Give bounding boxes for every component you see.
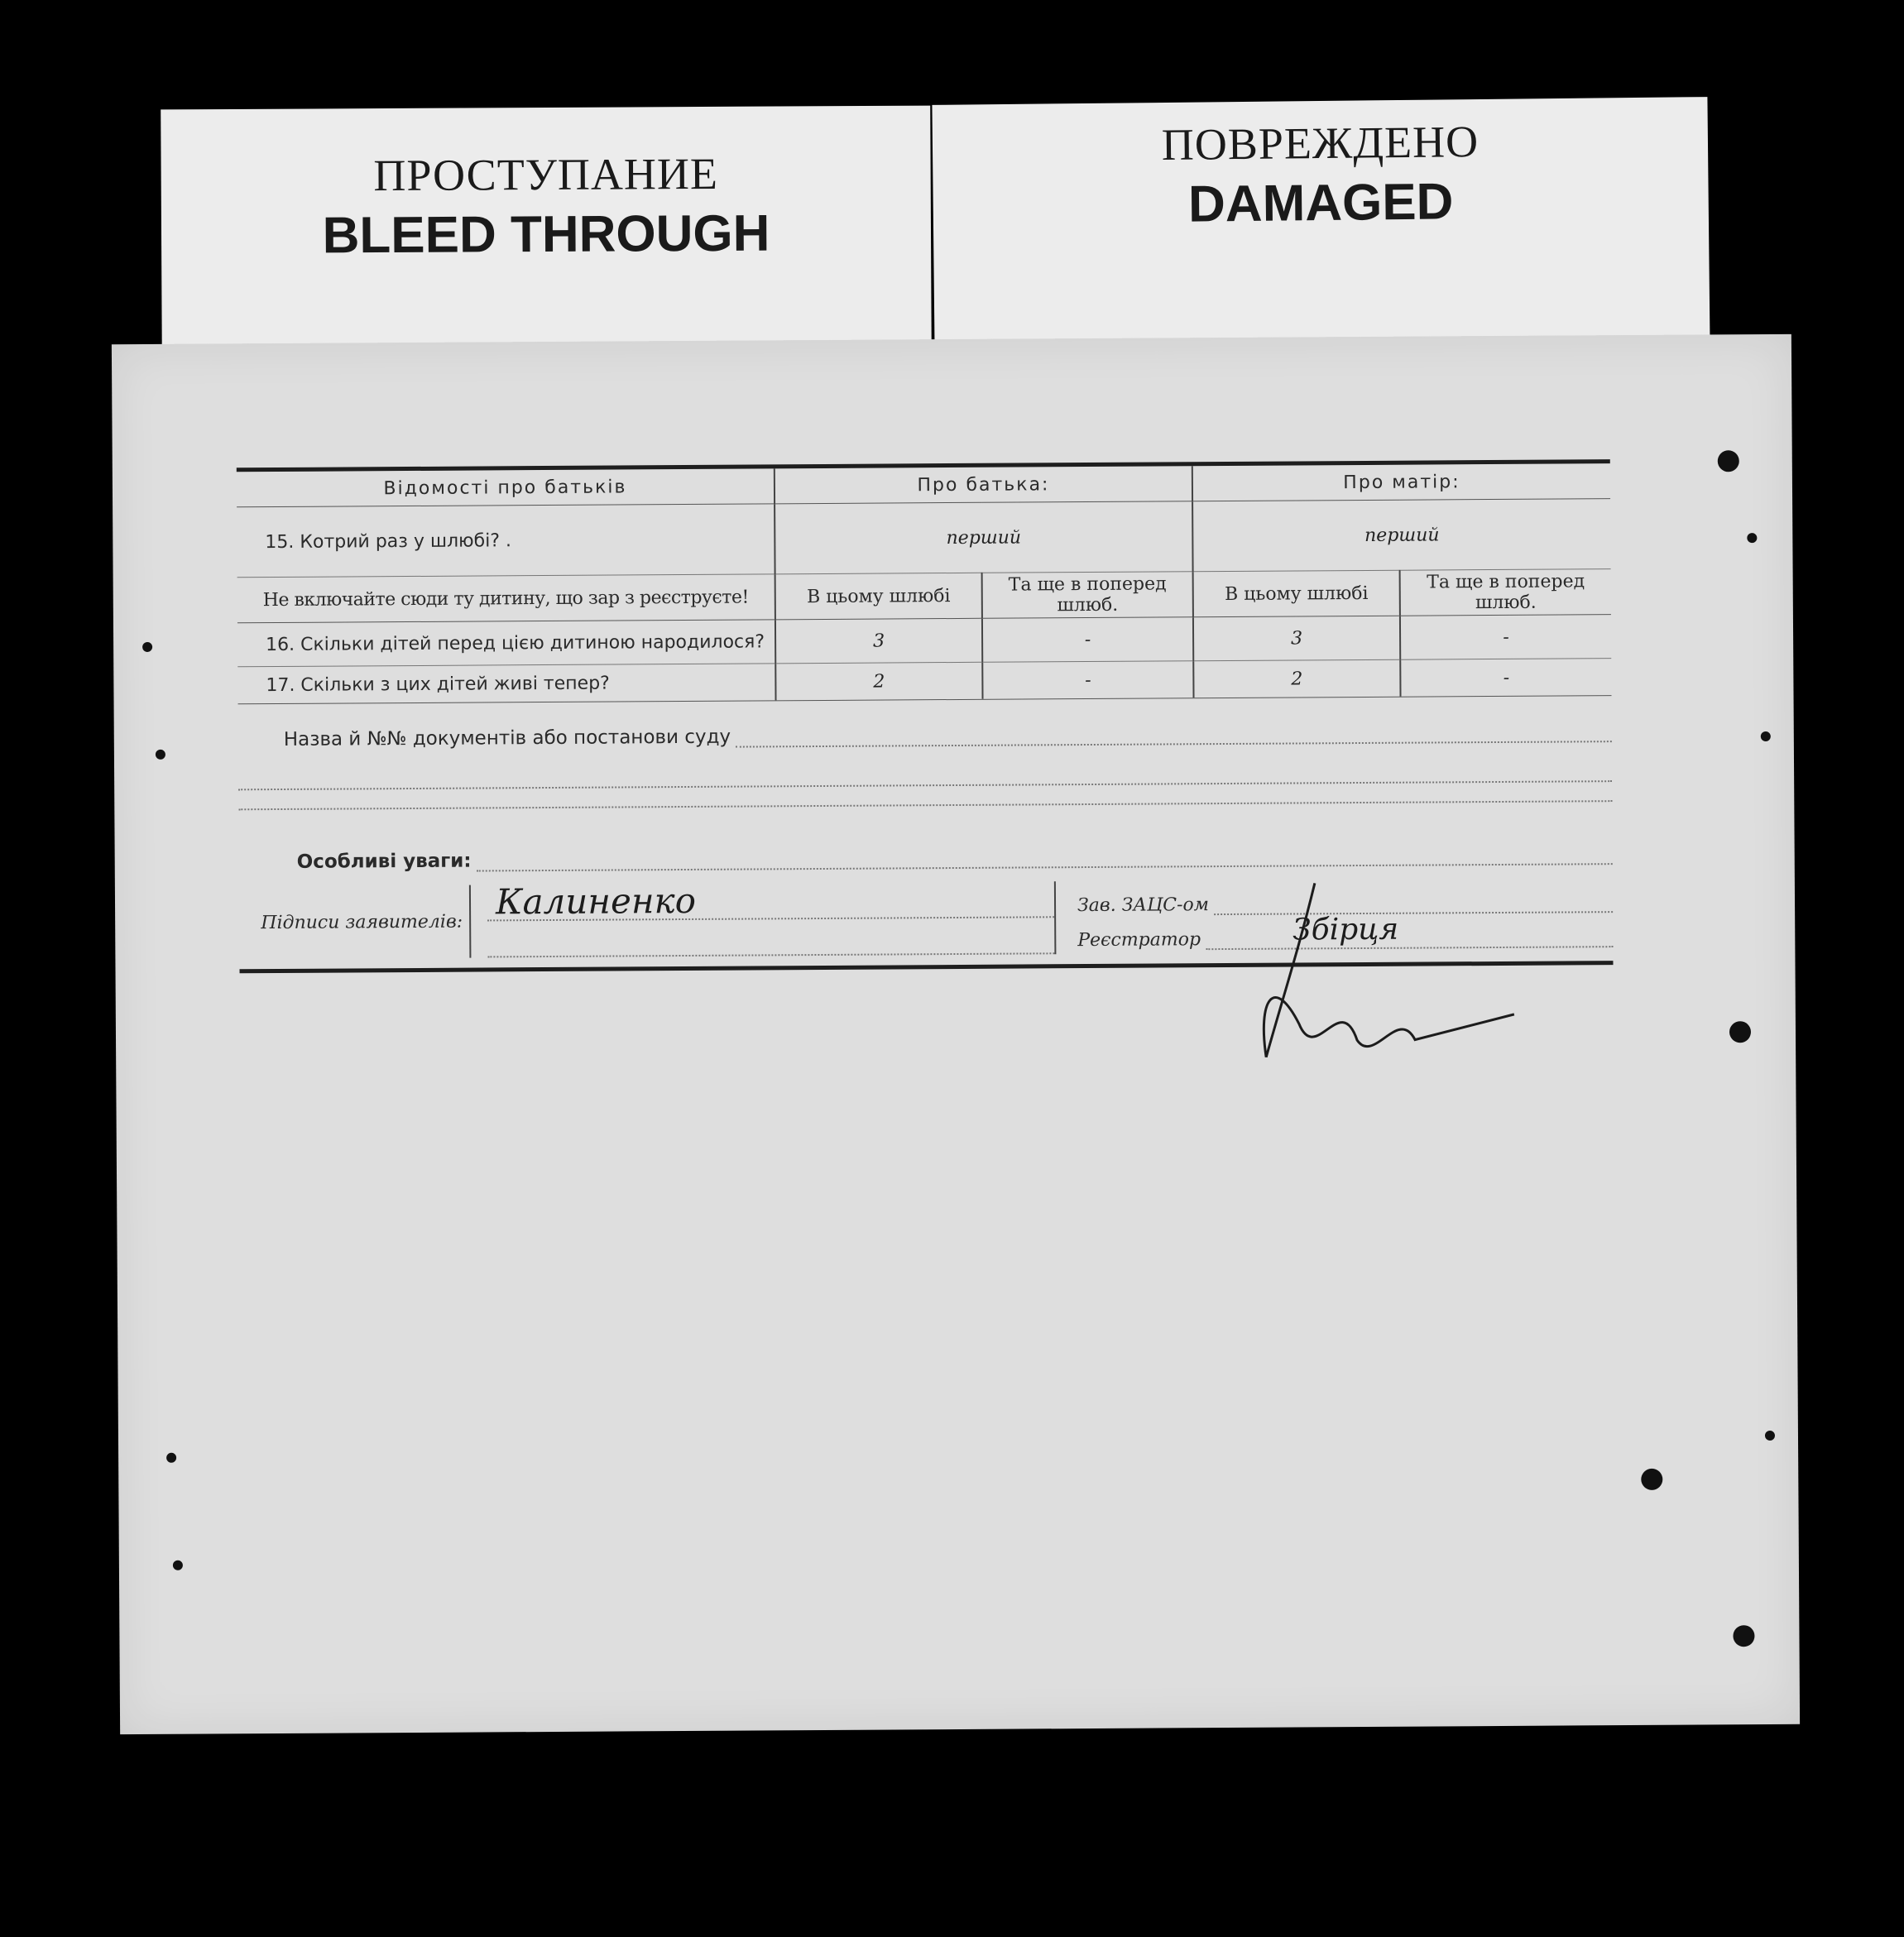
header-father: Про батька: bbox=[775, 466, 1192, 504]
damaged-card bbox=[932, 97, 1710, 353]
table-row-q15 bbox=[237, 499, 1610, 578]
remarks-label: Особливі уваги: bbox=[296, 850, 472, 873]
official-signature-mark bbox=[1216, 874, 1532, 1091]
documents-label: Назва й №№ документів або постанови суду bbox=[283, 726, 731, 750]
mother-previous-marriage-header: Та ще в поперед шлюб. bbox=[1400, 569, 1611, 616]
head-label: Зав. ЗАЦС-ом bbox=[1077, 894, 1210, 917]
q16-mother-prev: - bbox=[1400, 615, 1611, 660]
q17-label: 17. Скільки з цих дітей живі тепер? bbox=[266, 673, 610, 696]
punch-hole bbox=[1729, 1021, 1751, 1043]
q15-label: 15. Котрий раз у шлюбі? . bbox=[237, 504, 775, 578]
damaged-en: DAMAGED bbox=[1187, 173, 1454, 233]
exclude-child-note: Не включайте сюди ту дитину, що зар з реєструєте! bbox=[237, 574, 775, 623]
punch-hole bbox=[1761, 731, 1771, 741]
father-this-marriage-header: В цьому шлюбі bbox=[775, 573, 982, 620]
punch-hole bbox=[1765, 1431, 1775, 1441]
header-mother: Про матір: bbox=[1192, 463, 1610, 501]
q16-label: 16. Скільки дітей перед цією дитиною народилося? bbox=[237, 620, 775, 667]
punch-hole bbox=[1641, 1469, 1662, 1490]
registrar-label: Реєстратор bbox=[1077, 929, 1201, 952]
punch-hole bbox=[1718, 450, 1739, 472]
q16-father-this: 3 bbox=[775, 618, 982, 664]
applicant-signatures bbox=[239, 881, 1055, 959]
q17-father-prev: - bbox=[982, 661, 1193, 699]
applicant-signature: Калиненко bbox=[495, 880, 697, 923]
q16-father-prev: - bbox=[982, 617, 1193, 663]
q15-mother-answer: перший bbox=[1192, 499, 1611, 572]
punch-hole bbox=[1733, 1625, 1754, 1647]
document-sheet bbox=[112, 334, 1800, 1734]
registrar-signature: Збірця bbox=[1293, 912, 1399, 947]
bleed-through-card bbox=[161, 106, 932, 358]
q16-mother-this: 3 bbox=[1193, 616, 1400, 661]
q17-mother-this: 2 bbox=[1193, 659, 1400, 698]
punch-hole bbox=[142, 642, 152, 652]
table-subheader-row bbox=[237, 569, 1611, 623]
parents-info-form bbox=[237, 459, 1614, 973]
header-parents-info: Відомості про батьків bbox=[237, 468, 775, 506]
damaged-ru: ПОВРЕЖДЕНО bbox=[1161, 117, 1480, 170]
punch-hole bbox=[156, 750, 165, 760]
punch-hole bbox=[1747, 533, 1757, 543]
q17-mother-prev: - bbox=[1400, 659, 1611, 697]
punch-hole bbox=[173, 1561, 183, 1570]
mother-this-marriage-header: В цьому шлюбі bbox=[1193, 570, 1400, 617]
father-previous-marriage-header: Та ще в поперед шлюб. bbox=[982, 572, 1193, 619]
bleed-through-ru: ПРОСТУПАНИЕ bbox=[373, 148, 719, 201]
punch-hole bbox=[166, 1453, 176, 1463]
q15-father-answer: перший bbox=[775, 501, 1193, 574]
parents-table bbox=[237, 463, 1612, 703]
applicant-signatures-label: Підписи заявителів: bbox=[261, 911, 463, 933]
bleed-through-en: BLEED THROUGH bbox=[322, 204, 770, 265]
q17-father-this: 2 bbox=[775, 662, 982, 700]
